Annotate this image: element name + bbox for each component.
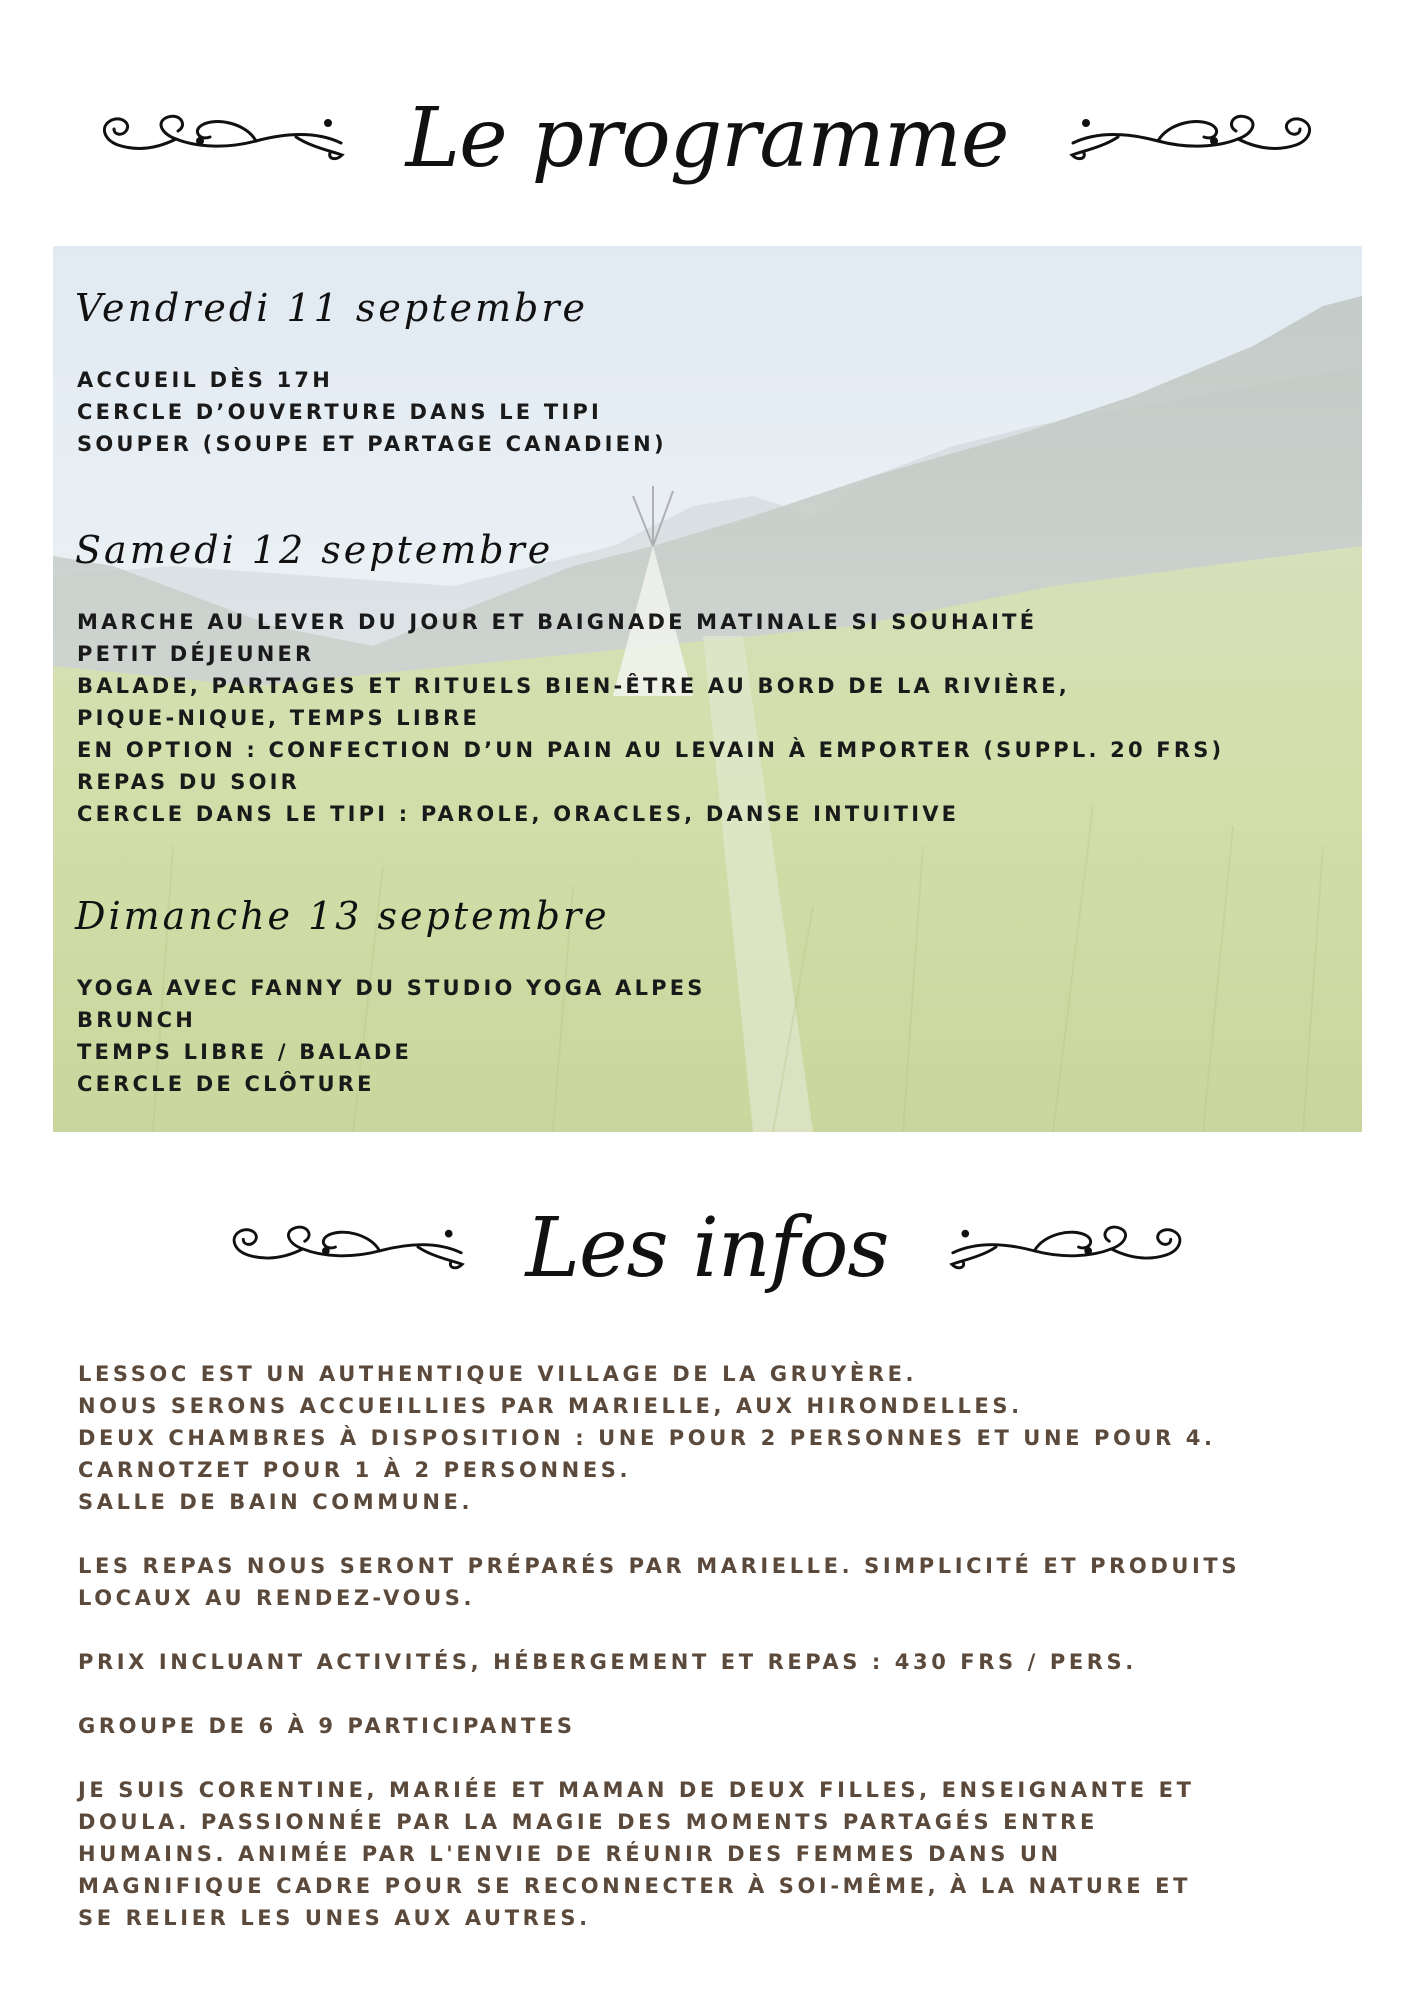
day-heading-vendredi: Vendredi 11 septembre (75, 286, 588, 330)
list-item: CERCLE D’OUVERTURE DANS LE TIPI (77, 400, 602, 424)
info-line: PRIX INCLUANT ACTIVITÉS, HÉBERGEMENT ET REPAS : 430 FRS / PERS. (78, 1650, 1137, 1674)
info-paragraph-group (78, 1710, 1338, 1742)
list-item: BRUNCH (77, 1008, 196, 1032)
info-paragraph-about (78, 1774, 1338, 1934)
info-line: NOUS SERONS ACCUEILLIES PAR MARIELLE, AUX HIRONDELLES. (78, 1394, 1023, 1418)
flourish-left-ornament (226, 1213, 466, 1283)
info-line: LES REPAS NOUS SERONT PRÉPARÉS PAR MARIELLE. SIMPLICITÉ ET PRODUITS (78, 1554, 1241, 1578)
info-line: LESSOC EST UN AUTHENTIQUE VILLAGE DE LA GRUYÈRE. (78, 1362, 918, 1386)
day-items-vendredi (77, 364, 667, 460)
day-items-samedi (77, 606, 1224, 830)
info-paragraph-price (78, 1646, 1338, 1678)
infos-title: Les infos (525, 1200, 889, 1296)
info-line: SE RELIER LES UNES AUX AUTRES. (78, 1906, 591, 1930)
info-line: CARNOTZET POUR 1 À 2 PERSONNES. (78, 1458, 632, 1482)
day-heading-samedi: Samedi 12 septembre (75, 528, 554, 572)
info-paragraph-meals (78, 1550, 1338, 1614)
info-line: LOCAUX AU RENDEZ-VOUS. (78, 1586, 476, 1610)
day-items-dimanche (77, 972, 706, 1100)
list-item: SOUPER (SOUPE ET PARTAGE CANADIEN) (77, 432, 667, 456)
info-paragraph-venue (78, 1358, 1338, 1518)
list-item: TEMPS LIBRE / BALADE (77, 1040, 413, 1064)
flourish-right-ornament (1068, 103, 1318, 173)
info-line: GROUPE DE 6 À 9 PARTICIPANTES (78, 1714, 576, 1738)
program-title: Le programme (405, 90, 1009, 186)
infos-section (78, 1358, 1338, 1966)
info-line: DOULA. PASSIONNÉE PAR LA MAGIE DES MOMENTS PARTAGÉS ENTRE (78, 1810, 1098, 1834)
list-item: YOGA AVEC FANNY DU STUDIO YOGA ALPES (77, 976, 706, 1000)
list-item: PETIT DÉJEUNER (77, 642, 315, 666)
program-title-row (0, 78, 1414, 198)
program-panel (53, 246, 1362, 1132)
list-item: EN OPTION : CONFECTION D’UN PAIN AU LEVAIN À EMPORTER (SUPPL. 20 FRS) (77, 738, 1225, 762)
list-item: CERCLE DANS LE TIPI : PAROLE, ORACLES, DANSE INTUITIVE (77, 802, 960, 826)
program-content (53, 246, 1362, 1132)
list-item: PIQUE-NIQUE, TEMPS LIBRE (77, 706, 481, 730)
list-item: REPAS DU SOIR (77, 770, 301, 794)
info-line: JE SUIS CORENTINE, MARIÉE ET MAMAN DE DEUX FILLES, ENSEIGNANTE ET (78, 1778, 1195, 1802)
info-line: HUMAINS. ANIMÉE PAR L'ENVIE DE RÉUNIR DES FEMMES DANS UN (78, 1842, 1062, 1866)
info-line: MAGNIFIQUE CADRE POUR SE RECONNECTER À SOI-MÊME, À LA NATURE ET (78, 1874, 1192, 1898)
infos-title-row (0, 1188, 1414, 1308)
list-item: BALADE, PARTAGES ET RITUELS BIEN-ÊTRE AU BORD DE LA RIVIÈRE, (77, 674, 1070, 698)
flourish-left-ornament (96, 103, 346, 173)
list-item: CERCLE DE CLÔTURE (77, 1072, 375, 1096)
info-line: DEUX CHAMBRES À DISPOSITION : UNE POUR 2 PERSONNES ET UNE POUR 4. (78, 1426, 1216, 1450)
list-item: ACCUEIL DÈS 17H (77, 368, 333, 392)
flourish-right-ornament (948, 1213, 1188, 1283)
info-line: SALLE DE BAIN COMMUNE. (78, 1490, 474, 1514)
day-heading-dimanche: Dimanche 13 septembre (75, 894, 610, 938)
list-item: MARCHE AU LEVER DU JOUR ET BAIGNADE MATINALE SI SOUHAITÉ (77, 610, 1038, 634)
